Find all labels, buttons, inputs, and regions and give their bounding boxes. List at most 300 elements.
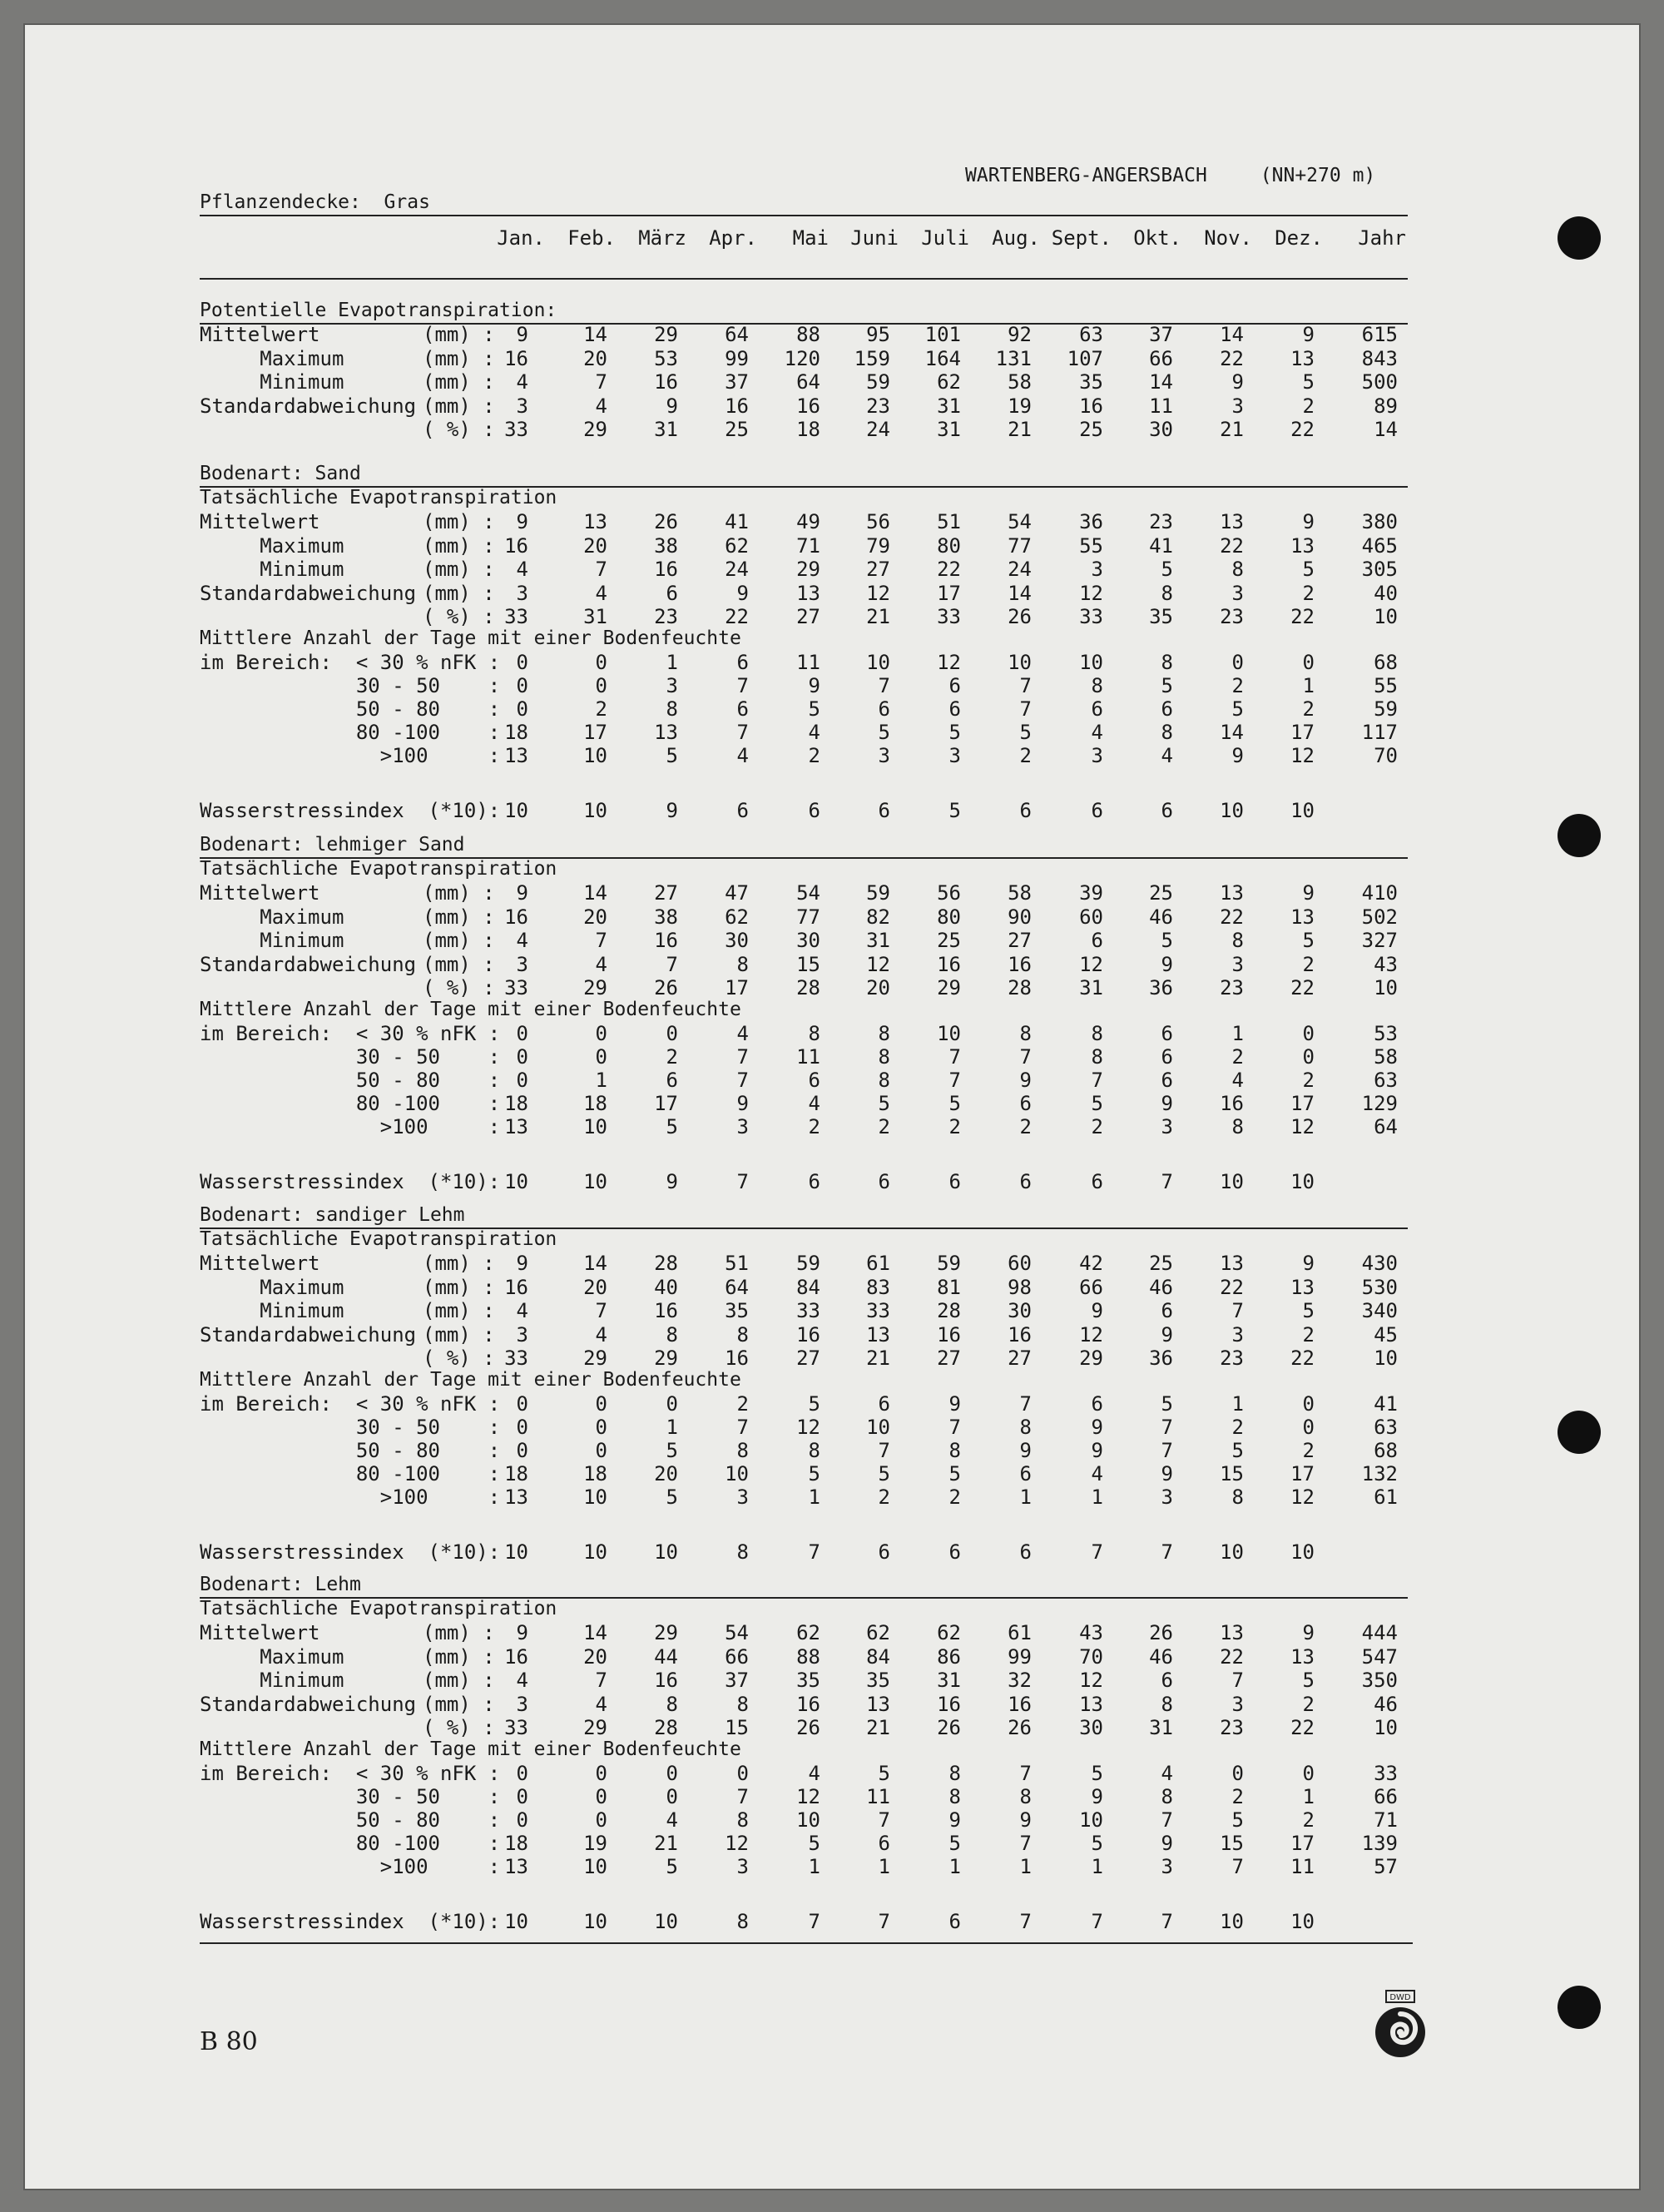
table-cell: 12: [1290, 1485, 1315, 1509]
table-cell: 10: [796, 1808, 820, 1832]
table-cell: 3: [1161, 1114, 1173, 1138]
table-cell: 5: [1091, 1831, 1103, 1855]
table-cell: 4: [516, 929, 528, 952]
table-cell: 0: [595, 1391, 607, 1416]
table-cell: 8: [808, 1438, 820, 1462]
row-label: Standardabweichung: [200, 952, 417, 976]
table-cell: 59: [937, 1252, 961, 1275]
column-header: Nov.: [1204, 226, 1252, 250]
table-cell: 9: [516, 510, 528, 533]
table-cell: 3: [516, 1322, 528, 1347]
table-cell: 31: [1149, 1716, 1173, 1739]
table-cell: 8: [1019, 1784, 1032, 1808]
table-cell: 23: [1149, 510, 1173, 533]
table-cell: 71: [1374, 1808, 1398, 1832]
table-cell: 99: [725, 346, 749, 370]
table-cell: 14: [583, 881, 607, 905]
table-cell: 131: [995, 346, 1032, 370]
table-cell: 62: [796, 1621, 820, 1644]
table-cell: 7: [1019, 697, 1032, 721]
table-cell: 843: [1361, 346, 1398, 370]
table-cell: 38: [654, 533, 678, 558]
table-cell: 18: [796, 418, 820, 441]
table-cell: 7: [1019, 1044, 1032, 1069]
table-row: [0, 1115, 1614, 1138]
table-cell: 10: [504, 798, 528, 822]
row-label: 50 - 80 :: [200, 1438, 501, 1462]
table-cell: 31: [937, 1669, 961, 1692]
table-cell: 22: [725, 605, 749, 628]
table-cell: 15: [1220, 1831, 1244, 1855]
table-cell: 33: [504, 605, 528, 628]
table-cell: 6: [1019, 1461, 1032, 1485]
table-cell: 35: [1149, 605, 1173, 628]
table-cell: 0: [736, 1761, 749, 1785]
table-cell: 9: [1019, 1438, 1032, 1462]
table-cell: 8: [1091, 1044, 1103, 1069]
table-cell: 3: [736, 1114, 749, 1138]
table-cell: 6: [1019, 1091, 1032, 1115]
table-cell: 71: [796, 533, 820, 558]
table-cell: 5: [666, 1438, 678, 1462]
table-cell: 22: [1290, 418, 1315, 441]
table-cell: 2: [1302, 1322, 1315, 1347]
table-cell: 9: [1019, 1068, 1032, 1092]
table-cell: 7: [878, 1808, 890, 1832]
table-cell: 0: [595, 1808, 607, 1832]
table-cell: 1: [1231, 1021, 1244, 1045]
table-cell: 3: [1231, 394, 1244, 418]
table-row: [0, 881, 1614, 905]
table-cell: 6: [1161, 1669, 1173, 1692]
row-label: Standardabweichung: [200, 581, 417, 605]
table-cell: 24: [866, 418, 890, 441]
row-label: im Bereich: < 30 % nFK :: [200, 1021, 501, 1045]
row-unit: (mm) :: [423, 1299, 495, 1322]
table-cell: 132: [1361, 1461, 1398, 1485]
table-cell: 0: [516, 1044, 528, 1069]
table-cell: 0: [666, 1021, 678, 1045]
table-cell: 60: [1079, 905, 1103, 929]
table-cell: 3: [666, 673, 678, 697]
table-cell: 8: [1091, 673, 1103, 697]
table-row: [0, 1716, 1614, 1739]
table-cell: 500: [1361, 370, 1398, 394]
row-label: 50 - 80 :: [200, 1068, 501, 1092]
table-cell: 12: [937, 650, 961, 674]
table-cell: 9: [1302, 1252, 1315, 1275]
table-cell: 62: [937, 370, 961, 394]
table-cell: 8: [736, 1808, 749, 1832]
table-row: [0, 721, 1614, 744]
table-cell: 8: [736, 1909, 749, 1933]
table-cell: 14: [1149, 370, 1173, 394]
table-cell: 43: [1079, 1621, 1103, 1644]
table-cell: 8: [736, 952, 749, 976]
table-cell: 16: [504, 346, 528, 370]
table-cell: 4: [666, 1808, 678, 1832]
table-cell: 31: [937, 394, 961, 418]
table-cell: 17: [654, 1091, 678, 1115]
soil-section-title: Bodenart: Sand: [200, 463, 361, 484]
table-cell: 6: [948, 1909, 961, 1933]
table-cell: 5: [1161, 929, 1173, 952]
table-cell: 7: [948, 1068, 961, 1092]
table-cell: 5: [1302, 370, 1315, 394]
table-cell: 0: [516, 650, 528, 674]
table-cell: 7: [1231, 1854, 1244, 1878]
table-cell: 6: [1161, 1299, 1173, 1322]
table-row: [0, 534, 1614, 558]
table-cell: 19: [583, 1831, 607, 1855]
table-cell: 8: [1161, 1784, 1173, 1808]
table-cell: 13: [1290, 905, 1315, 929]
table-cell: 16: [504, 905, 528, 929]
table-cell: 10: [504, 1540, 528, 1564]
table-row: [0, 347, 1614, 370]
table-cell: 0: [595, 650, 607, 674]
table-cell: 1: [595, 1068, 607, 1092]
row-unit: (mm) :: [423, 394, 495, 418]
table-cell: 60: [1008, 1252, 1032, 1275]
table-cell: 3: [1091, 558, 1103, 581]
table-cell: 13: [866, 1322, 890, 1347]
table-cell: 33: [504, 418, 528, 441]
table-cell: 37: [725, 370, 749, 394]
table-cell: 10: [866, 650, 890, 674]
table-cell: 16: [654, 929, 678, 952]
table-cell: 6: [1091, 929, 1103, 952]
table-cell: 2: [1302, 697, 1315, 721]
table-cell: 22: [1220, 346, 1244, 370]
table-cell: 2: [1302, 1808, 1315, 1832]
table-cell: 9: [1161, 1831, 1173, 1855]
table-cell: 8: [1161, 650, 1173, 674]
row-label: Wasserstressindex (*10):: [200, 1540, 501, 1564]
table-cell: 20: [583, 1275, 607, 1299]
table-cell: 39: [1079, 881, 1103, 905]
table-cell: 13: [1220, 510, 1244, 533]
table-cell: 18: [504, 1831, 528, 1855]
table-row: [0, 323, 1614, 346]
row-unit: (mm) :: [423, 1692, 495, 1716]
table-cell: 12: [1290, 743, 1315, 767]
row-label: Standardabweichung: [200, 1322, 417, 1347]
table-cell: 7: [878, 673, 890, 697]
table-cell: 1: [1019, 1854, 1032, 1878]
table-cell: 0: [666, 1784, 678, 1808]
table-row: [0, 370, 1614, 394]
row-label: Standardabweichung: [200, 394, 417, 418]
table-cell: 3: [1231, 1692, 1244, 1716]
table-cell: 8: [1231, 1485, 1244, 1509]
table-cell: 380: [1361, 510, 1398, 533]
table-cell: 7: [736, 673, 749, 697]
table-cell: 12: [796, 1415, 820, 1439]
table-cell: 25: [1149, 1252, 1173, 1275]
table-cell: 9: [808, 673, 820, 697]
table-cell: 6: [1091, 1169, 1103, 1193]
table-cell: 23: [1220, 976, 1244, 999]
table-cell: 14: [583, 1252, 607, 1275]
table-cell: 12: [1079, 1322, 1103, 1347]
table-cell: 0: [666, 1391, 678, 1416]
table-cell: 33: [1079, 605, 1103, 628]
table-cell: 9: [1302, 881, 1315, 905]
table-cell: 5: [1302, 929, 1315, 952]
table-cell: 10: [1079, 650, 1103, 674]
table-row: [0, 510, 1614, 533]
row-unit: (mm) :: [423, 346, 495, 370]
column-header: Okt.: [1133, 226, 1181, 250]
table-cell: 29: [583, 1716, 607, 1739]
table-cell: 17: [1290, 1461, 1315, 1485]
soil-section-title: Bodenart: Lehm: [200, 1574, 361, 1595]
table-cell: 2: [1091, 1114, 1103, 1138]
punch-hole: [1558, 216, 1601, 260]
table-cell: 33: [504, 1716, 528, 1739]
table-cell: 49: [796, 510, 820, 533]
table-cell: 21: [654, 1831, 678, 1855]
table-cell: 8: [878, 1068, 890, 1092]
table-cell: 21: [866, 1716, 890, 1739]
table-cell: 10: [504, 1909, 528, 1933]
table-cell: 6: [948, 1540, 961, 1564]
table-cell: 6: [948, 697, 961, 721]
table-cell: 22: [1290, 1716, 1315, 1739]
table-cell: 3: [1231, 581, 1244, 605]
table-cell: 2: [1231, 673, 1244, 697]
row-label: Maximum: [200, 533, 344, 558]
table-cell: 2: [1302, 394, 1315, 418]
table-cell: 9: [516, 881, 528, 905]
table-cell: 9: [1091, 1299, 1103, 1322]
table-cell: 2: [736, 1391, 749, 1416]
table-cell: 14: [583, 1621, 607, 1644]
table-cell: 61: [866, 1252, 890, 1275]
table-cell: 327: [1361, 929, 1398, 952]
table-cell: 15: [725, 1716, 749, 1739]
table-cell: 16: [725, 394, 749, 418]
table-cell: 2: [1302, 1692, 1315, 1716]
table-cell: 8: [948, 1438, 961, 1462]
table-row: [0, 1910, 1614, 1933]
table-cell: 0: [595, 1044, 607, 1069]
table-cell: 12: [1290, 1114, 1315, 1138]
table-cell: 1: [1302, 1784, 1315, 1808]
table-cell: 7: [1231, 1299, 1244, 1322]
table-cell: 8: [948, 1784, 961, 1808]
table-cell: 46: [1149, 905, 1173, 929]
table-cell: 17: [1290, 720, 1315, 744]
table-cell: 22: [1220, 1644, 1244, 1669]
table-cell: 57: [1374, 1854, 1398, 1878]
table-cell: 12: [1079, 581, 1103, 605]
table-cell: 5: [948, 1091, 961, 1115]
table-cell: 3: [878, 743, 890, 767]
table-cell: 23: [1220, 1716, 1244, 1739]
row-unit: ( %) :: [423, 605, 495, 628]
table-cell: 14: [1374, 418, 1398, 441]
table-cell: 9: [948, 1808, 961, 1832]
table-cell: 6: [1161, 1021, 1173, 1045]
row-label: 50 - 80 :: [200, 1808, 501, 1832]
table-cell: 6: [878, 798, 890, 822]
logo-text: DWD: [1389, 1993, 1411, 2002]
table-cell: 6: [878, 1831, 890, 1855]
table-cell: 20: [866, 976, 890, 999]
table-cell: 6: [1161, 1068, 1173, 1092]
row-unit: (mm) :: [423, 1621, 495, 1644]
table-cell: 10: [1374, 605, 1398, 628]
table-cell: 16: [796, 1322, 820, 1347]
table-cell: 19: [1008, 394, 1032, 418]
table-cell: 7: [1019, 1761, 1032, 1785]
table-cell: 502: [1361, 905, 1398, 929]
table-cell: 8: [666, 697, 678, 721]
table-cell: 16: [654, 1299, 678, 1322]
table-cell: 62: [866, 1621, 890, 1644]
table-cell: 7: [808, 1909, 820, 1933]
table-cell: 16: [1008, 1322, 1032, 1347]
table-cell: 1: [808, 1854, 820, 1878]
table-cell: 40: [654, 1275, 678, 1299]
table-cell: 5: [1019, 720, 1032, 744]
table-cell: 10: [1290, 1540, 1315, 1564]
table-row: [0, 929, 1614, 952]
table-cell: 10: [725, 1461, 749, 1485]
table-row: [0, 1022, 1614, 1045]
table-cell: 59: [1374, 697, 1398, 721]
table-cell: 5: [948, 720, 961, 744]
table-cell: 3: [516, 952, 528, 976]
column-header: Feb.: [567, 226, 616, 250]
table-cell: 0: [516, 673, 528, 697]
table-cell: 33: [504, 1347, 528, 1370]
row-label: 30 - 50 :: [200, 1044, 501, 1069]
table-cell: 139: [1361, 1831, 1398, 1855]
column-header: Aug.: [992, 226, 1040, 250]
table-cell: 129: [1361, 1091, 1398, 1115]
table-cell: 5: [666, 743, 678, 767]
table-cell: 36: [1149, 1347, 1173, 1370]
table-cell: 33: [937, 605, 961, 628]
table-cell: 5: [878, 720, 890, 744]
table-cell: 9: [1302, 510, 1315, 533]
row-label: Wasserstressindex (*10):: [200, 1909, 501, 1933]
table-cell: 7: [736, 1068, 749, 1092]
table-cell: 8: [1231, 1114, 1244, 1138]
table-cell: 5: [948, 1461, 961, 1485]
table-cell: 7: [1161, 1415, 1173, 1439]
moisture-days-title: Mittlere Anzahl der Tage mit einer Bodenfeuchte: [200, 998, 741, 1020]
table-cell: 5: [878, 1761, 890, 1785]
table-cell: 27: [1008, 929, 1032, 952]
table-cell: 6: [808, 798, 820, 822]
row-label: 30 - 50 :: [200, 673, 501, 697]
table-cell: 10: [583, 1854, 607, 1878]
table-row: [0, 1645, 1614, 1669]
table-cell: 5: [666, 1485, 678, 1509]
table-cell: 20: [583, 346, 607, 370]
table-cell: 59: [866, 881, 890, 905]
table-cell: 82: [866, 905, 890, 929]
table-cell: 79: [866, 533, 890, 558]
table-cell: 5: [1161, 1391, 1173, 1416]
table-cell: 29: [583, 976, 607, 999]
table-cell: 4: [516, 558, 528, 581]
table-row: [0, 1762, 1614, 1785]
row-unit: (mm) :: [423, 323, 495, 346]
row-label: Maximum: [200, 1275, 344, 1299]
table-cell: 8: [1019, 1415, 1032, 1439]
table-cell: 28: [796, 976, 820, 999]
table-cell: 17: [1290, 1091, 1315, 1115]
table-cell: 10: [1374, 1716, 1398, 1739]
table-cell: 3: [516, 1692, 528, 1716]
row-label: 30 - 50 :: [200, 1784, 501, 1808]
table-cell: 89: [1374, 394, 1398, 418]
table-cell: 29: [583, 418, 607, 441]
page-number: B 80: [200, 2027, 258, 2056]
table-cell: 3: [948, 743, 961, 767]
table-cell: 37: [725, 1669, 749, 1692]
table-cell: 20: [583, 905, 607, 929]
table-cell: 17: [937, 581, 961, 605]
table-cell: 7: [1161, 1540, 1173, 1564]
table-cell: 53: [654, 346, 678, 370]
table-cell: 120: [784, 346, 820, 370]
table-cell: 0: [1231, 650, 1244, 674]
row-unit: (mm) :: [423, 1644, 495, 1669]
table-cell: 29: [583, 1347, 607, 1370]
table-cell: 6: [948, 1169, 961, 1193]
table-cell: 1: [878, 1854, 890, 1878]
table-cell: 30: [796, 929, 820, 952]
table-cell: 4: [595, 952, 607, 976]
table-cell: 13: [1290, 1644, 1315, 1669]
table-cell: 8: [666, 1692, 678, 1716]
table-cell: 22: [1220, 1275, 1244, 1299]
table-cell: 5: [666, 1114, 678, 1138]
soil-section-title: Bodenart: sandiger Lehm: [200, 1204, 465, 1226]
table-cell: 10: [583, 1169, 607, 1193]
table-cell: 5: [1091, 1761, 1103, 1785]
table-cell: 7: [736, 1044, 749, 1069]
table-cell: 4: [1161, 743, 1173, 767]
table-cell: 5: [808, 1831, 820, 1855]
table-row: [0, 674, 1614, 697]
table-cell: 0: [516, 697, 528, 721]
table-cell: 64: [725, 1275, 749, 1299]
dwd-logo-icon: [1369, 1989, 1431, 2064]
table-cell: 7: [1161, 1808, 1173, 1832]
table-cell: 38: [654, 905, 678, 929]
table-cell: 5: [1302, 1299, 1315, 1322]
station-altitude: (NN+270 m): [1260, 165, 1376, 186]
table-cell: 8: [1231, 929, 1244, 952]
table-row: [0, 1299, 1614, 1322]
table-cell: 5: [1231, 1438, 1244, 1462]
table-cell: 4: [595, 394, 607, 418]
table-cell: 16: [504, 1644, 528, 1669]
table-row: [0, 697, 1614, 721]
table-cell: 10: [583, 1485, 607, 1509]
row-unit: (mm) :: [423, 881, 495, 905]
table-cell: 6: [1019, 1540, 1032, 1564]
row-unit: ( %) :: [423, 1347, 495, 1370]
table-cell: 20: [654, 1461, 678, 1485]
